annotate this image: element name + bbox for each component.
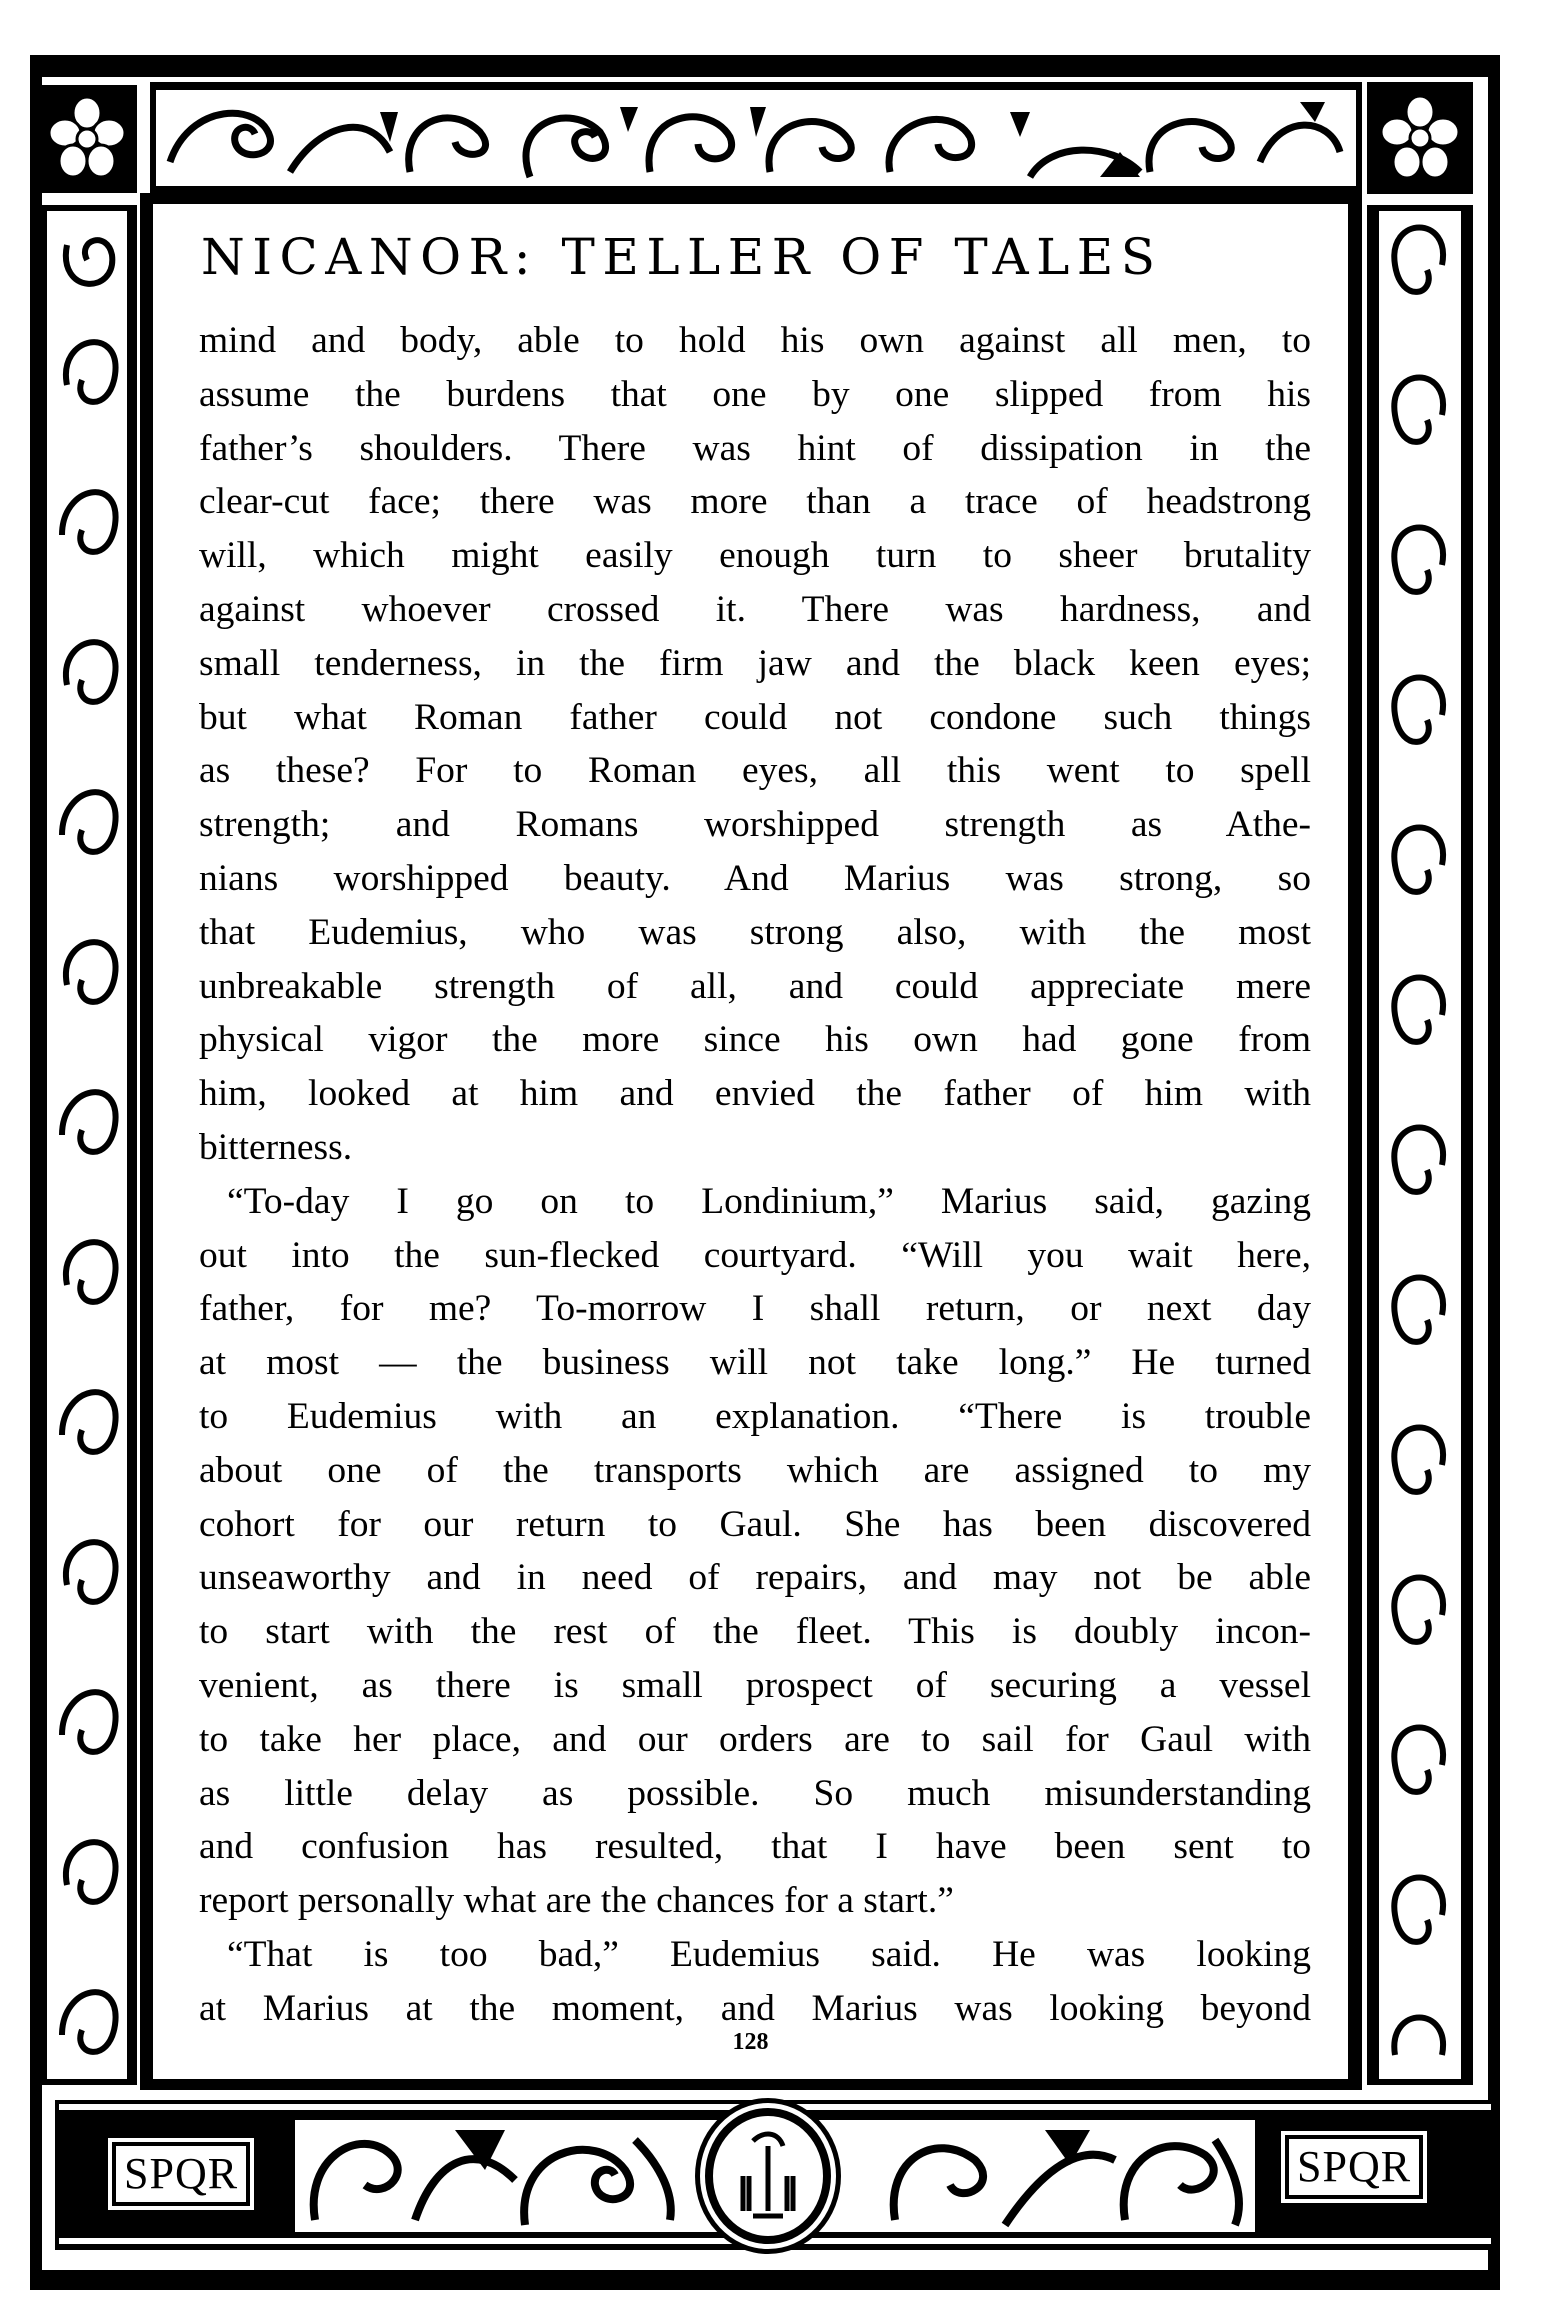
running-head: NICANOR: TELLER OF TALES xyxy=(201,228,1163,286)
left-ornament-strip xyxy=(37,205,137,2085)
text-line: as little delay as possible. So much misunderstanding xyxy=(199,1772,1311,1814)
text-line: cohort for our return to Gaul. She has been discovered xyxy=(199,1503,1311,1545)
text-line: but what Roman father could not condone such things xyxy=(199,696,1311,738)
eagle-icon xyxy=(713,2116,823,2236)
eagle-medallion xyxy=(705,2108,831,2244)
text-line: to take her place, and our orders are to sail for Gaul with xyxy=(199,1718,1311,1760)
text-line: bitterness. xyxy=(199,1126,353,1168)
right-ornament-strip xyxy=(1367,205,1473,2085)
top-ornament-band xyxy=(150,82,1362,194)
text-line: out into the sun-flecked courtyard. “Will you wait here, xyxy=(199,1234,1311,1276)
text-line: unseaworthy and in need of repairs, and may not be able xyxy=(199,1557,1311,1599)
text-line: and confusion has resulted, that I have been sent to xyxy=(199,1826,1311,1868)
text-line: physical vigor the more since his own had gone from xyxy=(199,1019,1311,1061)
text-line: assume the burdens that one by one slipped from his xyxy=(199,373,1311,415)
text-line: him, looked at him and envied the father of him with xyxy=(199,1073,1311,1115)
scroll-ornament-right xyxy=(1367,205,1473,2085)
flower-rosette-icon xyxy=(1367,82,1473,194)
text-line: to start with the rest of the fleet. This is doubly incon- xyxy=(199,1611,1311,1653)
scroll-ornament-left xyxy=(37,205,137,2085)
spqr-plaque-left: SPQR xyxy=(112,2142,250,2206)
text-line: strength; and Romans worshipped strength as Athe- xyxy=(199,804,1311,846)
corner-top-left xyxy=(37,85,137,193)
text-line: father’s shoulders. There was hint of dissipation in the xyxy=(199,427,1311,469)
text-line: father, for me? To-morrow I shall return, or next day xyxy=(199,1288,1311,1330)
text-panel xyxy=(152,203,1349,2080)
text-line: “To-day I go on to Londinium,” Marius said, gazing xyxy=(227,1180,1311,1222)
text-line: that Eudemius, who was strong also, with the most xyxy=(199,911,1311,953)
text-line: against whoever crossed it. There was hardness, and xyxy=(199,588,1311,630)
text-line: clear-cut face; there was more than a trace of headstrong xyxy=(199,481,1311,523)
text-line: at Marius at the moment, and Marius was looking beyond xyxy=(199,1987,1311,2029)
scroll-ornament-top xyxy=(150,82,1362,194)
text-line: mind and body, able to hold his own against all men, to xyxy=(199,320,1311,361)
text-line: report personally what are the chances for a start.” xyxy=(199,1880,954,1922)
page-number: 128 xyxy=(732,2029,769,2055)
text-line: about one of the transports which are assigned to my xyxy=(199,1449,1311,1491)
text-line: small tenderness, in the firm jaw and the black keen eyes; xyxy=(199,642,1311,684)
text-line: unbreakable strength of all, and could appreciate mere xyxy=(199,965,1311,1007)
text-line: to Eudemius with an explanation. “There is trouble xyxy=(199,1395,1311,1437)
text-line: “That is too bad,” Eudemius said. He was looking xyxy=(227,1933,1311,1975)
spqr-plaque-right: SPQR xyxy=(1285,2135,1423,2199)
body-text xyxy=(199,314,1311,2036)
text-line: will, which might easily enough turn to sheer brutality xyxy=(199,535,1311,577)
text-line: nians worshipped beauty. And Marius was strong, so xyxy=(199,857,1311,899)
text-line: at most — the business will not take long.” He turned xyxy=(199,1342,1311,1384)
text-line: as these? For to Roman eyes, all this went to spell xyxy=(199,750,1311,792)
text-line: venient, as there is small prospect of securing a vessel xyxy=(199,1664,1311,1706)
corner-top-right xyxy=(1367,82,1473,194)
flower-rosette-icon xyxy=(37,85,137,193)
